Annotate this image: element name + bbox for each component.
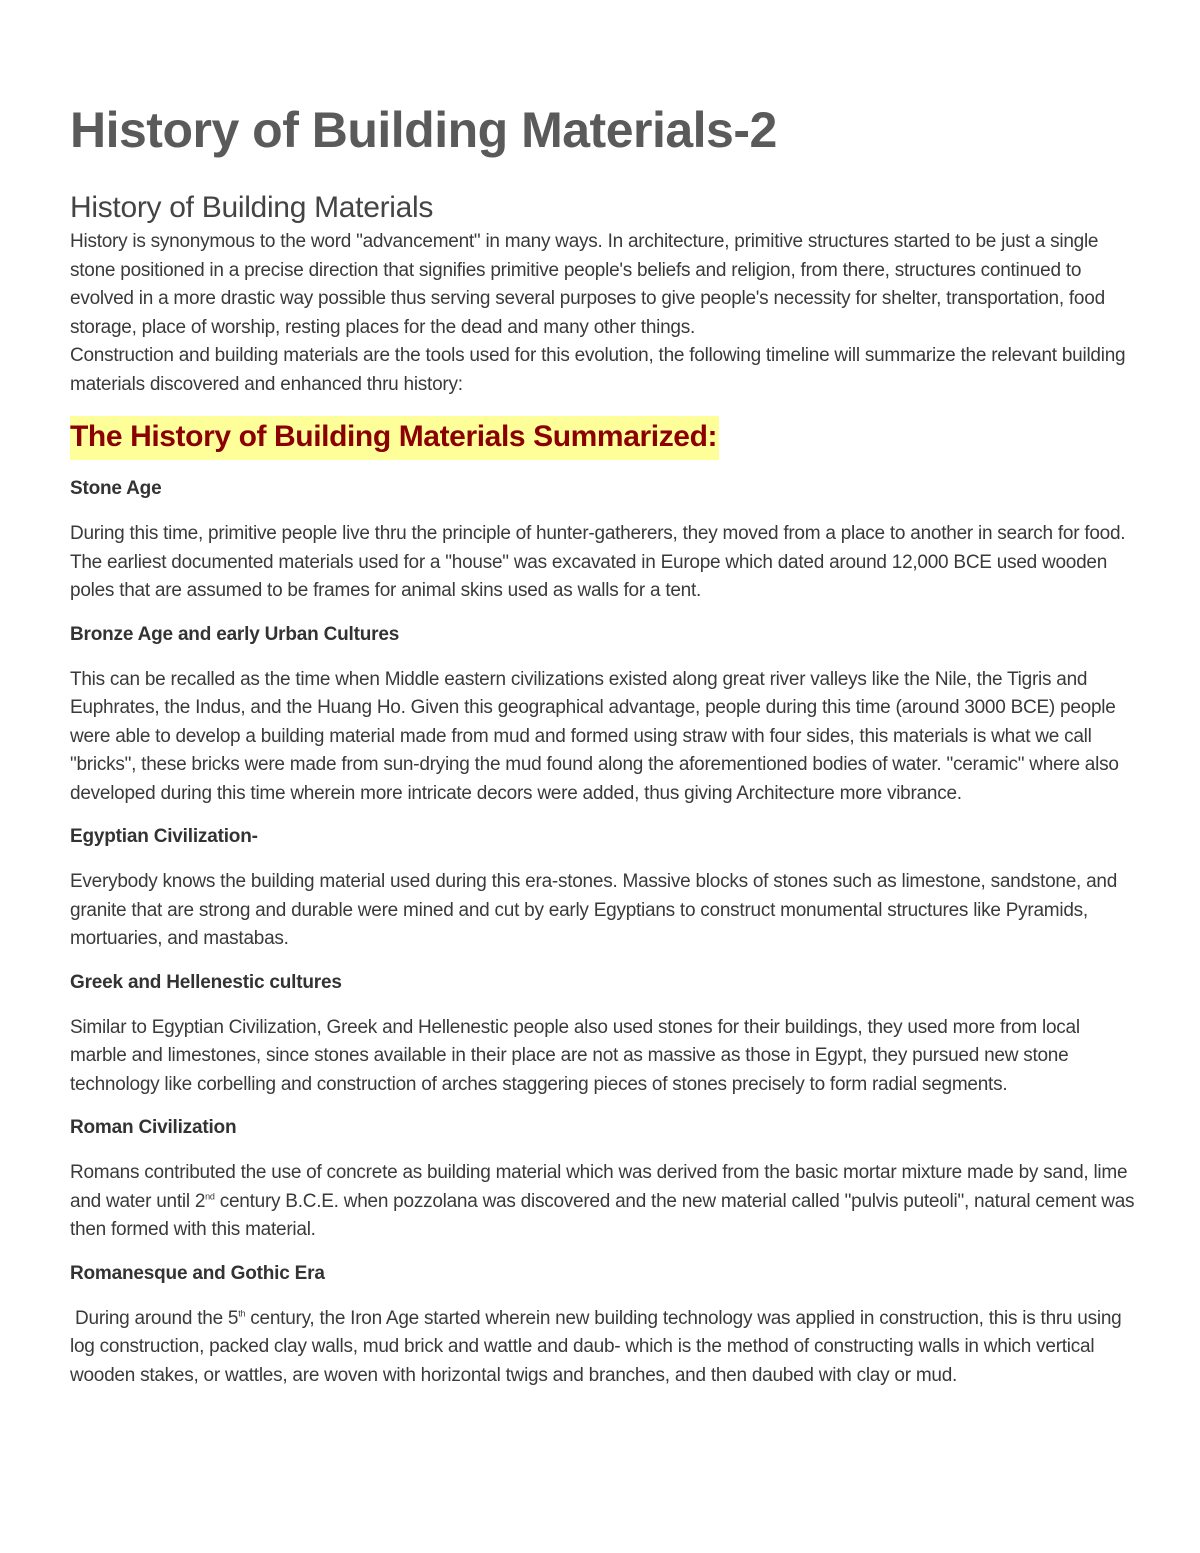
roman-ordinal-superscript: nd	[205, 1191, 215, 1202]
gothic-text-part-1: During around the 5	[70, 1307, 239, 1329]
section-heading-stone-age: Stone Age	[70, 478, 162, 499]
intro-paragraph-1: History is synonymous to the word "advancement" in many ways. In architecture, primitive structures started to be just a single stone positioned in a precise direction that signifies primitive people's beliefs and religion, from there, structures continued to evolved in a more drastic way possible thus serving several purposes to give people's necessity for shelter, transportation, food storage, place of worship, resting places for the dead and many other things.	[70, 231, 1105, 338]
document-title: History of Building Materials-2	[70, 102, 777, 158]
section-text-romanesque-gothic	[70, 1305, 1140, 1391]
section-text-bronze-age: This can be recalled as the time when Middle eastern civilizations existed along great river valleys like the Nile, the Tigris and Euphrates, the Indus, and the Huang Ho. Given this geographical advantage, people during this time (around 3000 BCE) people were able to develop a building material made from mud and formed using straw with four sides, this materials is what we call "bricks", these bricks were made from sun-drying the mud found along the aforementioned bodies of water. "ceramic" where also developed during this time wherein more intricate decors were added, thus giving Architecture more vibrance.	[70, 668, 1119, 804]
section-heading-romanesque-gothic: Romanesque and Gothic Era	[70, 1262, 325, 1284]
document-content	[70, 96, 1140, 1390]
summary-heading-wrapper	[70, 416, 1140, 460]
roman-text-part-2: century B.C.E. when pozzolana was discovered and the new material called "pulvis puteoli", natural cement was then formed with this material.	[70, 1190, 1135, 1240]
section-heading-egyptian: Egyptian Civilization-	[70, 826, 258, 847]
section-heading-bronze-age: Bronze Age and early Urban Cultures	[70, 623, 400, 645]
section-text-egyptian: Everybody knows the building material used during this era-stones. Massive blocks of stones such as limestone, sandstone, and granite that are strong and durable were mined and cut by early Egyptians to construct monumental structures like Pyramids, mortuaries, and mastabas.	[70, 871, 1118, 949]
document-subtitle: History of Building Materials	[70, 191, 434, 224]
gothic-text-part-2: century, the Iron Age started wherein new building technology was applied in construction, this is thru using log construction, packed clay walls, mud brick and wattle and daub- which is the method of constructing walls in which vertical wooden stakes, or wattles, are woven with horizontal twigs and branches, and then daubed with clay or mud.	[70, 1307, 1122, 1386]
gothic-ordinal-superscript: th	[238, 1308, 246, 1319]
section-text-greek: Similar to Egyptian Civilization, Greek and Hellenestic people also used stones for their buildings, they used more from local marble and limestones, since stones available in their place are not as massive as those in Egypt, they pursued new stone technology like corbelling and construction of arches staggering pieces of stones precisely to form radial segments.	[70, 1016, 1080, 1095]
section-text-stone-age: During this time, primitive people live thru the principle of hunter-gatherers, they moved from a place to another in search for food. The earliest documented materials used for a "house" was excavated in Europe which dated around 12,000 BCE used wooden poles that are assumed to be frames for animal skins used as walls for a tent.	[70, 523, 1126, 601]
section-text-roman	[70, 1159, 1140, 1245]
intro-paragraph-2: Construction and building materials are the tools used for this evolution, the following timeline will summarize the relevant building materials discovered and enhanced thru history:	[70, 345, 1126, 395]
section-heading-roman: Roman Civilization	[70, 1117, 237, 1138]
roman-text-part-1: Romans contributed the use of concrete as building material which was derived from the basic mortar mixture made by sand, lime and water until 2	[70, 1162, 1128, 1212]
summary-heading: The History of Building Materials Summarized:	[70, 416, 719, 460]
section-heading-greek: Greek and Hellenestic cultures	[70, 971, 342, 993]
